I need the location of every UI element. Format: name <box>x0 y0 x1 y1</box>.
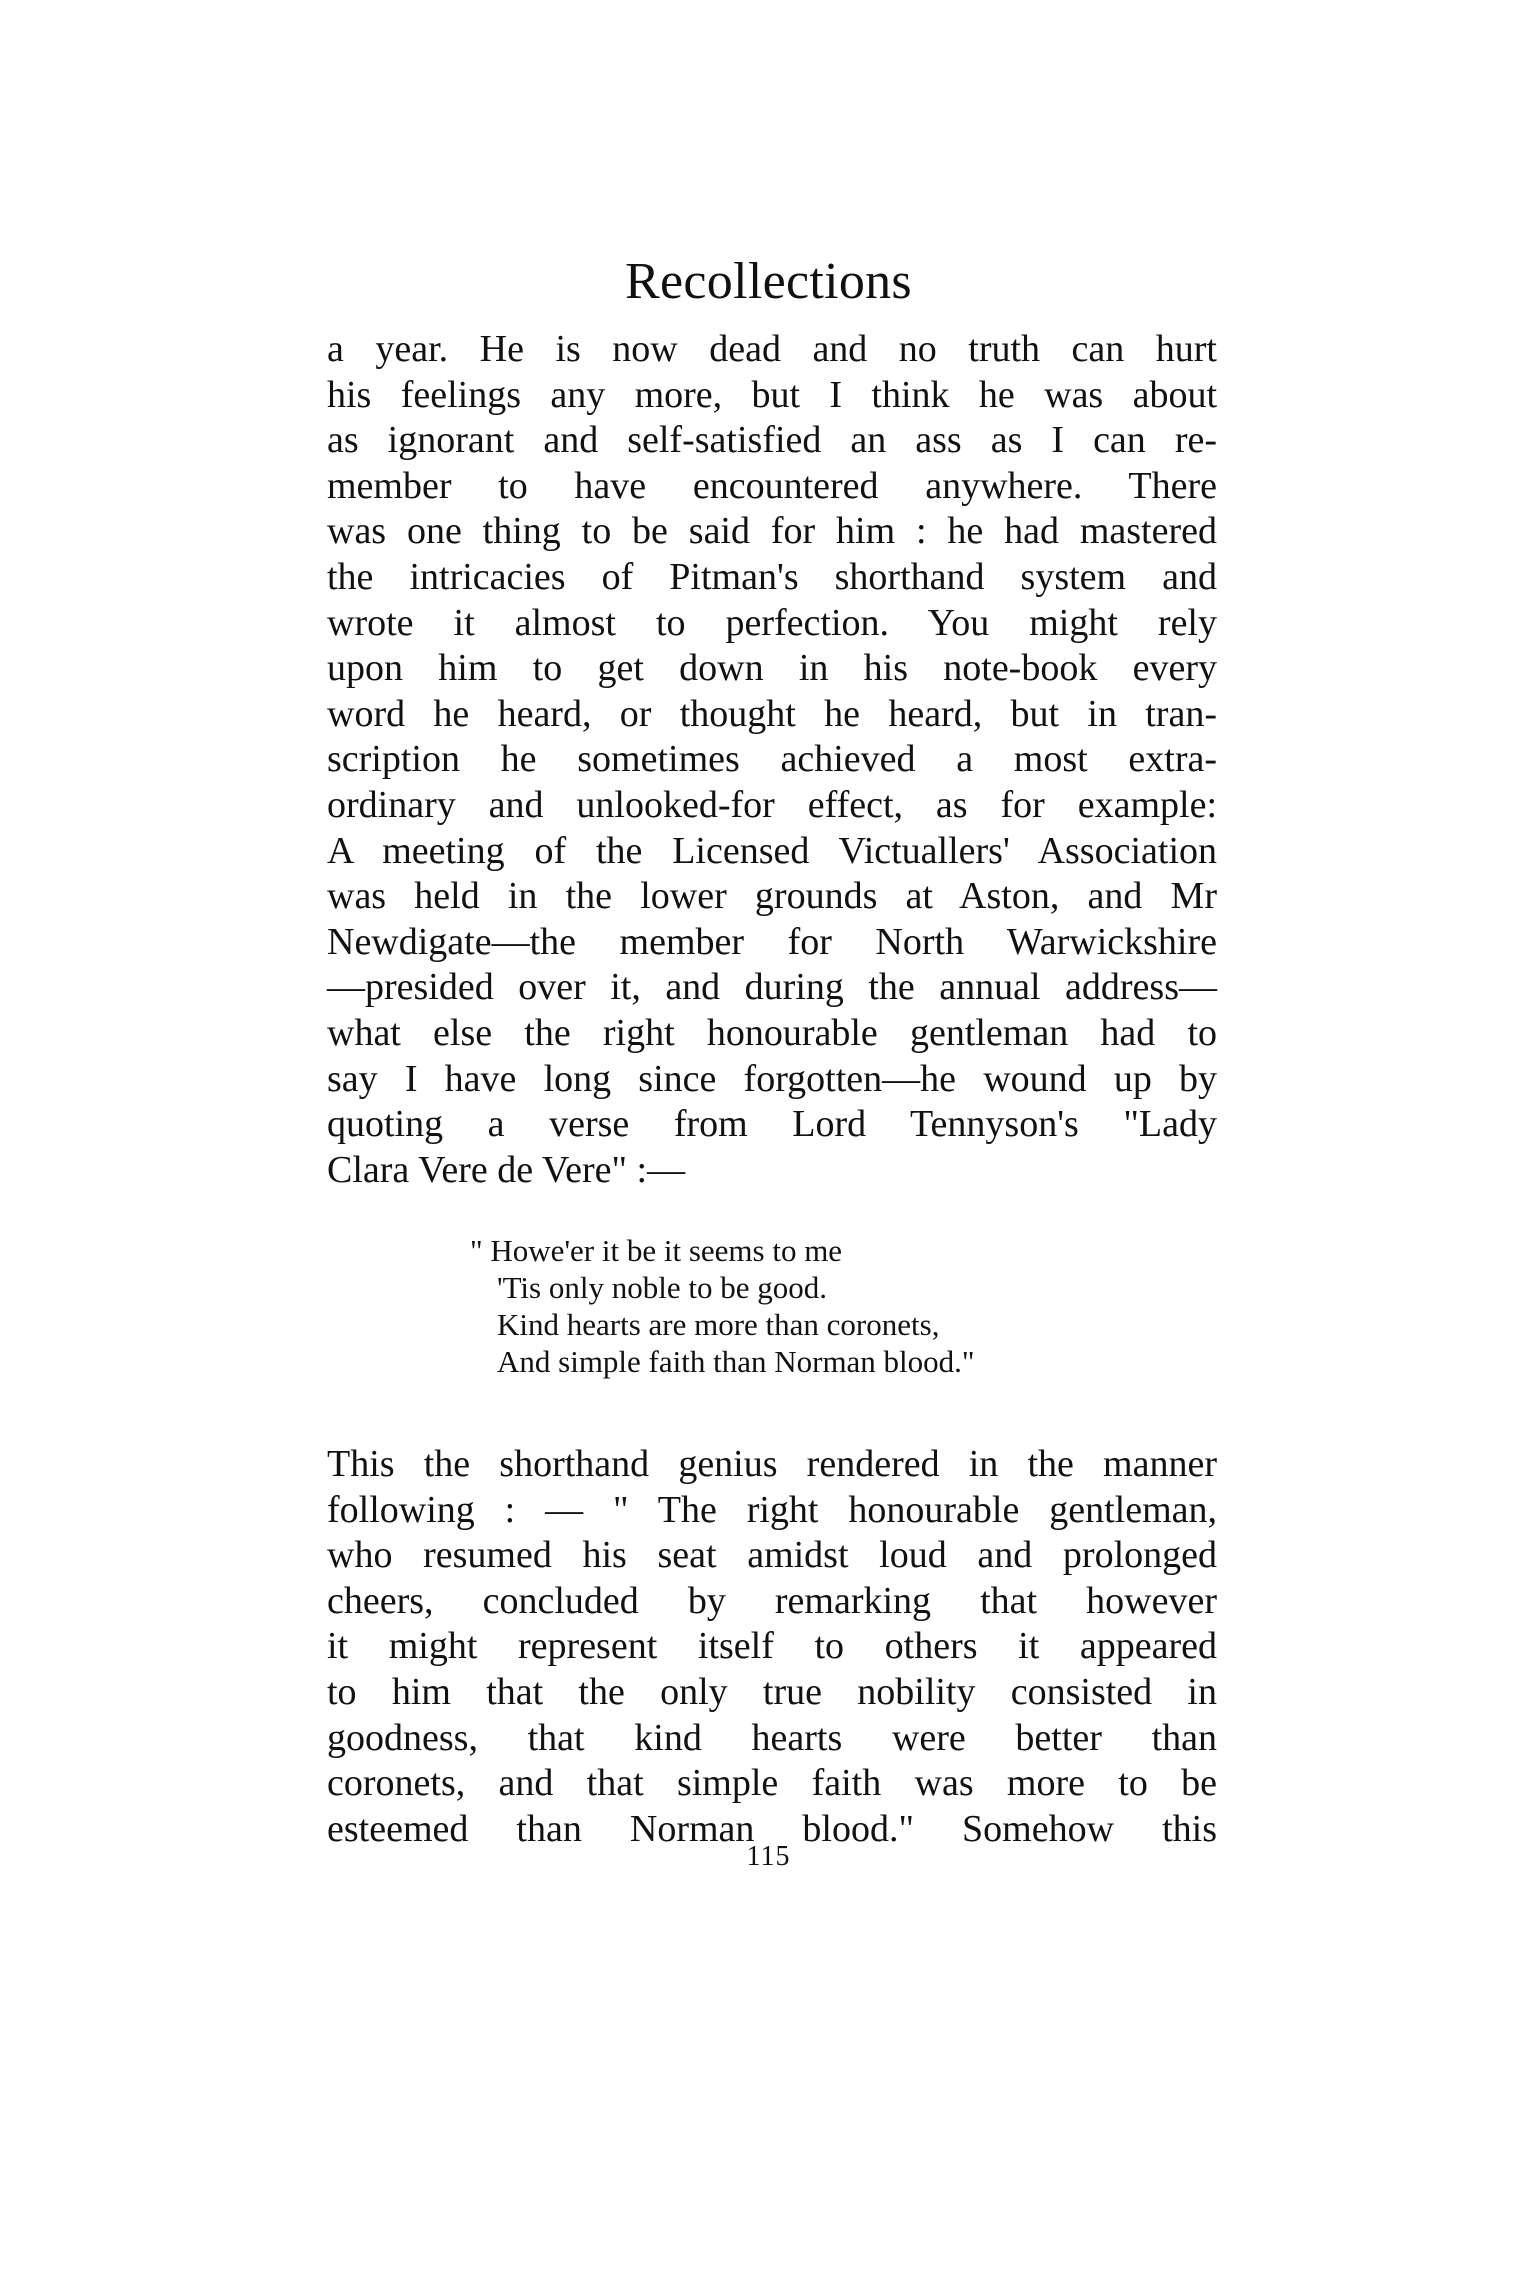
text-line: Clara Vere de Vere" :— <box>327 1148 686 1191</box>
text-line: Newdigate—the member for North Warwickshire <box>327 920 1217 963</box>
text-line: wrote it almost to perfection. You might rely <box>327 601 1217 644</box>
text-line: goodness, that kind hearts were better than <box>327 1716 1217 1759</box>
verse-line: Kind hearts are more than coronets, <box>497 1307 940 1342</box>
verse-line: 'Tis only noble to be good. <box>497 1270 827 1305</box>
text-line: it might represent itself to others it appeared <box>327 1625 1217 1668</box>
text-line: word he heard, or thought he heard, but in tran- <box>327 692 1217 735</box>
text-line: A meeting of the Licensed Victuallers' Association <box>327 829 1217 872</box>
text-line: a year. He is now dead and no truth can hurt <box>327 328 1217 370</box>
text-line: —presided over it, and during the annual address— <box>327 966 1217 1009</box>
text-line: member to have encountered anywhere. There <box>327 464 1217 507</box>
text-line: cheers, concluded by remarking that however <box>327 1579 1217 1622</box>
text-line: as ignorant and self-satisfied an ass as I can re- <box>327 419 1217 462</box>
page-number: 115 <box>746 1841 791 1872</box>
text-line: This the shorthand genius rendered in the manner <box>327 1443 1217 1485</box>
text-line: the intricacies of Pitman's shorthand system and <box>327 555 1217 598</box>
text-line: esteemed than Norman blood." Somehow this <box>327 1807 1217 1850</box>
text-line: upon him to get down in his note-book every <box>327 647 1217 690</box>
text-line: who resumed his seat amidst loud and prolonged <box>327 1534 1217 1577</box>
verse-quotation <box>470 1232 1170 1380</box>
text-line: what else the right honourable gentleman had to <box>327 1011 1217 1054</box>
text-line: was held in the lower grounds at Aston, and Mr <box>327 875 1217 918</box>
text-line: following : — " The right honourable gentleman, <box>327 1488 1217 1531</box>
running-head: Recollections <box>625 253 912 310</box>
text-line: ordinary and unlooked-for effect, as for example: <box>327 783 1217 826</box>
verse-line: And simple faith than Norman blood." <box>497 1344 975 1379</box>
paragraph-2 <box>327 1442 1217 1852</box>
text-line: coronets, and that simple faith was more to be <box>327 1762 1217 1805</box>
text-line: his feelings any more, but I think he was about <box>327 373 1217 416</box>
text-line: to him that the only true nobility consisted in <box>327 1670 1217 1713</box>
paragraph-1 <box>327 327 1217 1193</box>
text-line: say I have long since forgotten—he wound up by <box>327 1057 1217 1100</box>
text-line: scription he sometimes achieved a most extra- <box>327 738 1217 781</box>
text-line: quoting a verse from Lord Tennyson's "Lady <box>327 1103 1217 1146</box>
verse-line: " Howe'er it be it seems to me <box>470 1233 843 1268</box>
text-line: was one thing to be said for him : he had mastered <box>327 510 1217 553</box>
